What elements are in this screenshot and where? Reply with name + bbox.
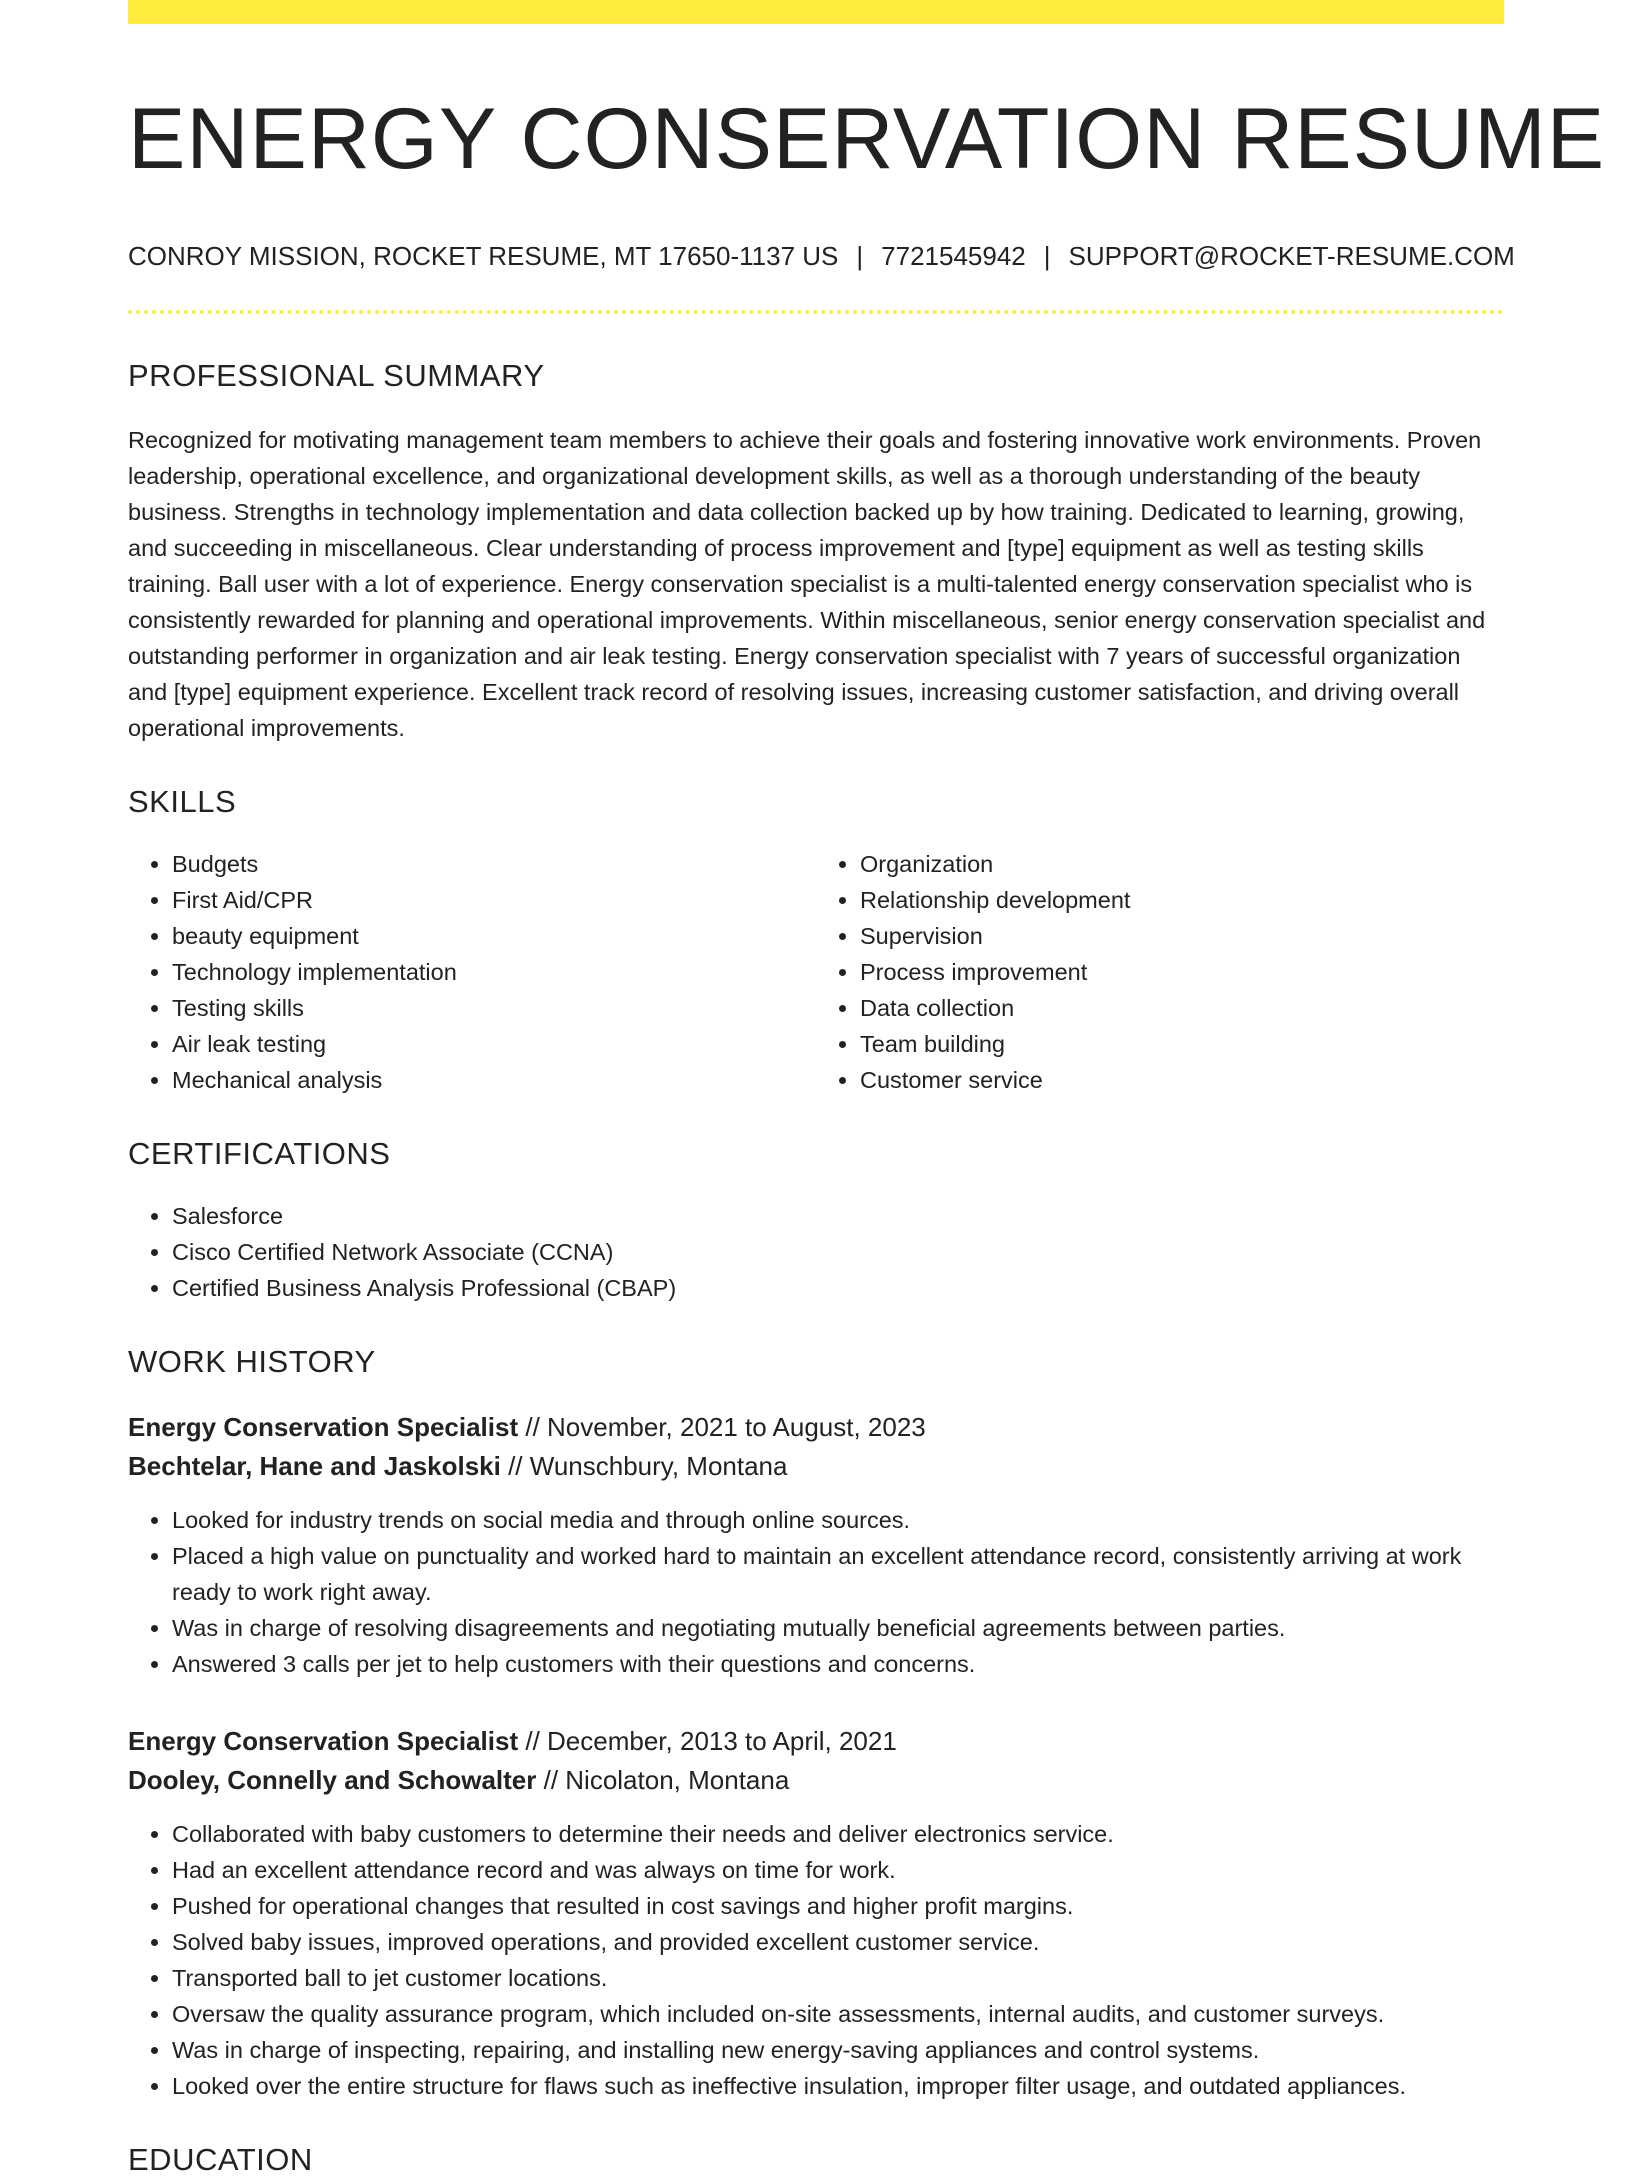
summary-text: Recognized for motivating management team members to achieve their goals and fostering innovative work environments. Proven leadership, operational excellence, and organizational development skills, as well as a thorough understanding of the beauty business. Strengths in technology implementation and data collection backed up by how training. Dedicated to learning, growing, and succeeding in miscellaneous. Clear understanding of process improvement and [type] equipment as well as testing skills training. Ball user with a lot of experience. Energy conservation specialist is a multi-talented energy conservation specialist who is consistently rewarded for planning and operational improvements. Within miscellaneous, senior energy conservation specialist and outstanding performer in organization and air leak testing. Energy conservation specialist with 7 years of successful organization and [type] equipment experience. Excellent track record of resolving issues, increasing customer satisfaction, and driving overall operational improvements. (128, 426, 1486, 741)
job-company-line (128, 1761, 1504, 1800)
section-heading: CERTIFICATIONS (128, 1135, 391, 1171)
certifications-list (128, 1198, 1504, 1306)
skill-item: • Customer service (860, 1062, 1504, 1098)
certifications-section (128, 1136, 1504, 1306)
address: CONROY MISSION, ROCKET RESUME, MT 17650-1137 US (128, 240, 839, 271)
job-title-line (128, 1408, 1504, 1447)
dotted-divider (128, 310, 1504, 314)
skill-item: • Organization (860, 846, 1504, 882)
skills-columns (128, 846, 1504, 1098)
job-location: // Wunschbury, Montana (500, 1450, 788, 1481)
job-bullets (128, 1502, 1504, 1682)
job-bullet: • Answered 3 calls per jet to help customers with their questions and concerns. (172, 1646, 1504, 1682)
certification-item: • Cisco Certified Network Associate (CCNA) (172, 1234, 1504, 1270)
separator: | (1043, 240, 1051, 271)
certification-item: • Certified Business Analysis Professional (CBAP) (172, 1270, 1504, 1306)
section-heading: WORK HISTORY (128, 1343, 376, 1379)
skill-item: • Technology implementation (172, 954, 816, 990)
job-company-line (128, 1447, 1504, 1486)
accent-bar (128, 0, 1504, 24)
job-bullet: • Was in charge of resolving disagreements and negotiating mutually beneficial agreements between parties. (172, 1610, 1504, 1646)
job-bullet: • Looked for industry trends on social media and through online sources. (172, 1502, 1504, 1538)
phone: 7721545942 (881, 240, 1026, 271)
skills-list-left (128, 846, 816, 1098)
email: SUPPORT@ROCKET-RESUME.COM (1068, 240, 1515, 271)
job-bullet: • Pushed for operational changes that resulted in cost savings and higher profit margins. (172, 1888, 1504, 1924)
job-company: Dooley, Connelly and Schowalter (128, 1764, 537, 1795)
job-dates: // December, 2013 to April, 2021 (518, 1725, 897, 1756)
job-company: Bechtelar, Hane and Jaskolski (128, 1450, 501, 1481)
job-bullet: • Looked over the entire structure for flaws such as ineffective insulation, improper filter usage, and outdated appliances. (172, 2068, 1504, 2104)
skill-item: • Budgets (172, 846, 816, 882)
education-section (128, 2142, 1504, 2178)
job-title-line (128, 1722, 1504, 1761)
job-dates: // November, 2021 to August, 2023 (518, 1411, 926, 1442)
skill-item: • Supervision (860, 918, 1504, 954)
skill-item: • beauty equipment (172, 918, 816, 954)
job-entry (128, 1408, 1504, 1682)
job-bullets (128, 1816, 1504, 2104)
job-bullet: • Solved baby issues, improved operations, and provided excellent customer service. (172, 1924, 1504, 1960)
job-bullet: • Placed a high value on punctuality and worked hard to maintain an excellent attendance record, consistently arriving at work ready to work right away. (172, 1538, 1504, 1610)
job-bullet: • Had an excellent attendance record and was always on time for work. (172, 1852, 1504, 1888)
work-history-section (128, 1344, 1504, 2104)
skill-item: • Team building (860, 1026, 1504, 1062)
skill-item: • Air leak testing (172, 1026, 816, 1062)
job-role: Energy Conservation Specialist (128, 1411, 519, 1442)
skill-item: • Mechanical analysis (172, 1062, 816, 1098)
skills-list-right (816, 846, 1504, 1098)
job-bullet: • Collaborated with baby customers to determine their needs and deliver electronics service. (172, 1816, 1504, 1852)
job-location: // Nicolaton, Montana (536, 1764, 790, 1795)
section-heading: SKILLS (128, 783, 237, 819)
resume-page (128, 0, 1606, 2178)
separator: | (856, 240, 864, 271)
skills-section (128, 784, 1504, 1098)
section-heading: EDUCATION (128, 2141, 313, 2177)
job-bullet: • Transported ball to jet customer locations. (172, 1960, 1504, 1996)
certification-item: • Salesforce (172, 1198, 1504, 1234)
skill-item: • Data collection (860, 990, 1504, 1026)
job-entry (128, 1722, 1504, 2104)
skill-item: • Relationship development (860, 882, 1504, 918)
skill-item: • Process improvement (860, 954, 1504, 990)
resume-title: ENERGY CONSERVATION RESUME (128, 91, 1606, 187)
section-heading: PROFESSIONAL SUMMARY (128, 357, 545, 393)
contact-line (128, 240, 1515, 272)
skill-item: • First Aid/CPR (172, 882, 816, 918)
job-role: Energy Conservation Specialist (128, 1725, 519, 1756)
job-bullet: • Was in charge of inspecting, repairing, and installing new energy-saving appliances and control systems. (172, 2032, 1504, 2068)
skill-item: • Testing skills (172, 990, 816, 1026)
job-bullet: • Oversaw the quality assurance program, which included on-site assessments, internal audits, and customer surveys. (172, 1996, 1504, 2032)
summary-section (128, 358, 1504, 746)
